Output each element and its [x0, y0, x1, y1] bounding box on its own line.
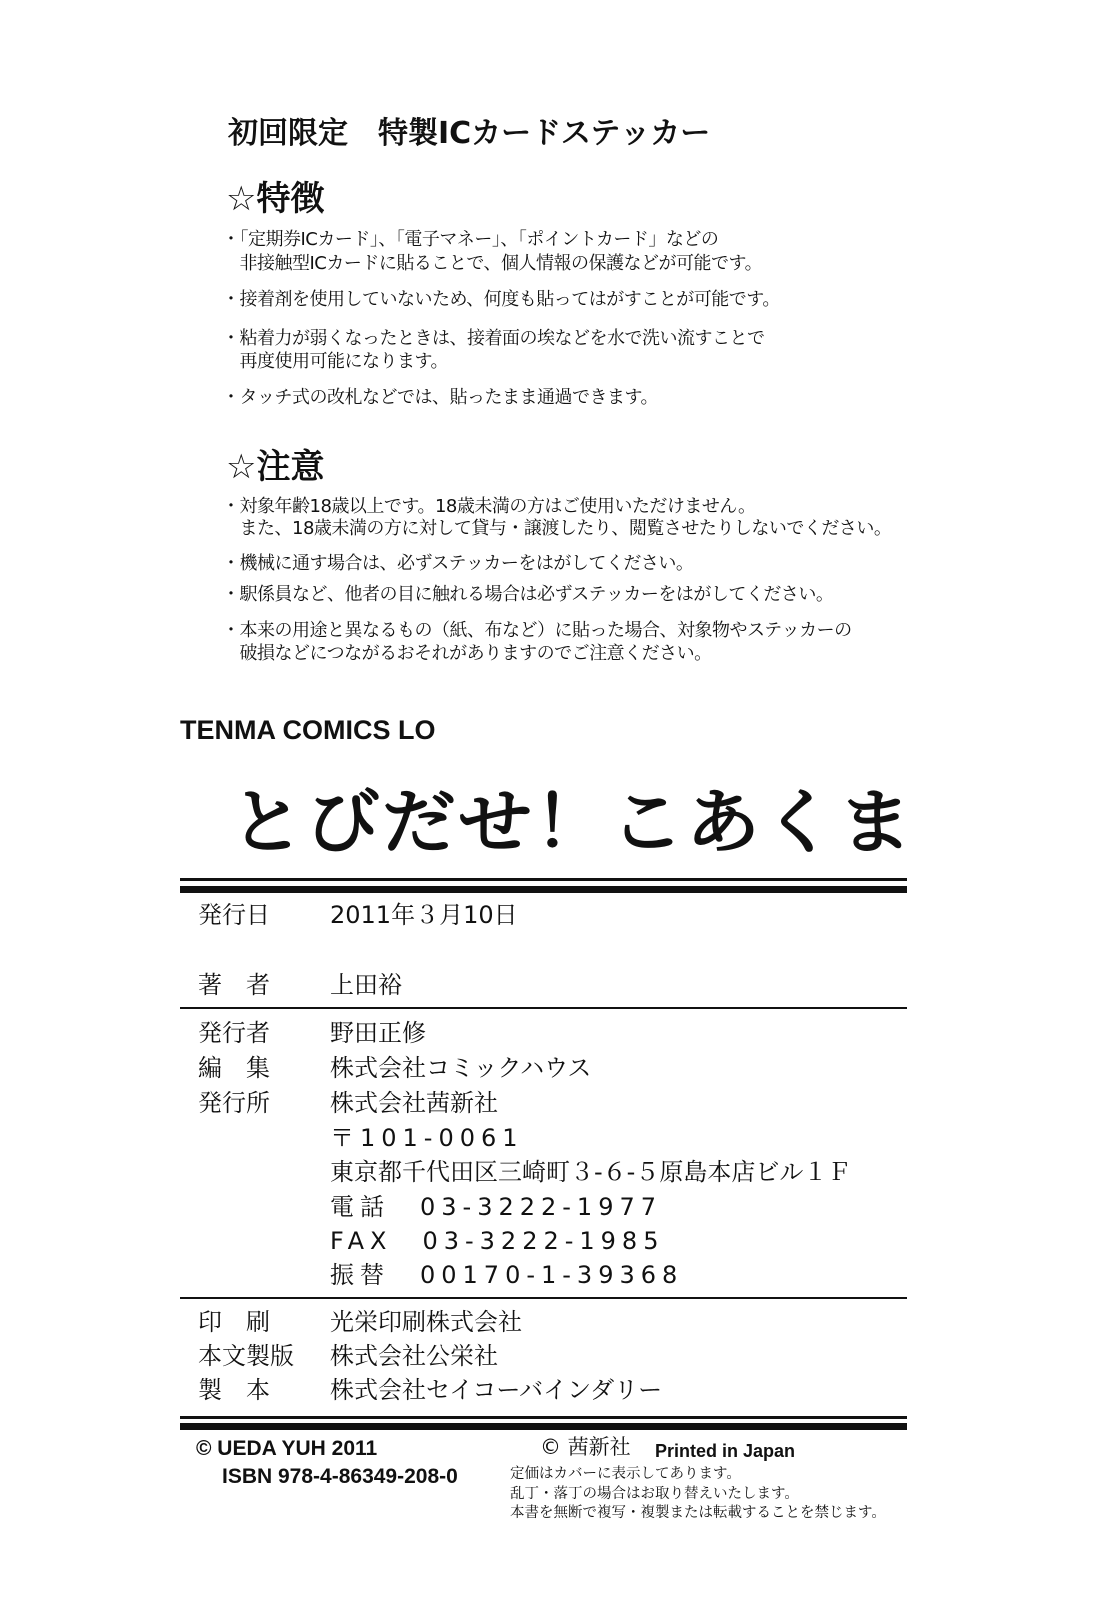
feature-line: 非接触型ICカードに貼ることで、個人情報の保護などが可能です。 — [222, 253, 763, 274]
address: 東京都千代田区三崎町３-６-５原島本店ビル１Ｆ — [330, 1158, 852, 1186]
feature-line: ・粘着力が弱くなったときは、接着面の埃などを水で洗い流すことで — [222, 328, 765, 349]
row-value: 株式会社公栄社 — [330, 1342, 498, 1370]
row-label: 発行所 — [198, 1089, 270, 1117]
row-label: 発行日 — [198, 901, 270, 929]
publisher-copyright: © 茜新社 — [540, 1435, 631, 1459]
row-value: 野田正修 — [330, 1019, 426, 1047]
caution-line: ・機械に通す場合は、必ずステッカーをはがしてください。 — [222, 553, 694, 574]
series-name: TENMA COMICS LO — [180, 715, 436, 745]
divider — [180, 1416, 907, 1419]
row-value: 株式会社セイコーバインダリー — [330, 1376, 663, 1404]
divider — [180, 1423, 907, 1430]
row-label: 本文製版 — [198, 1342, 294, 1370]
row-label: 製 本 — [198, 1376, 270, 1404]
postal-code: 〒101-0061 — [330, 1124, 524, 1152]
divider — [180, 1297, 907, 1299]
divider — [180, 886, 907, 893]
row-value: 光栄印刷株式会社 — [330, 1308, 522, 1336]
feature-line: ・接着剤を使用していないため、何度も貼ってはがすことが可能です。 — [222, 289, 780, 310]
row-value: 2011年３月10日 — [330, 901, 518, 929]
features-heading: ☆特徴 — [226, 179, 325, 219]
caution-line: ・本来の用途と異なるもの（紙、布など）に貼った場合、対象物やステッカーの — [222, 620, 852, 641]
caution-line: ・駅係員など、他者の目に触れる場合は必ずステッカーをはがしてください。 — [222, 584, 834, 605]
row-value: 株式会社茜新社 — [330, 1089, 498, 1117]
feature-line: 再度使用可能になります。 — [222, 351, 449, 372]
note-line: 乱丁・落丁の場合はお取り替えいたします。 — [510, 1486, 799, 1502]
divider — [180, 1007, 907, 1009]
caution-line: また、18歳未満の方に対して貸与・譲渡したり、閲覧させたりしないでください。 — [222, 518, 892, 539]
row-label: 編 集 — [198, 1054, 270, 1082]
note-line: 定価はカバーに表示してあります。 — [510, 1466, 741, 1482]
caution-line: 破損などにつながるおそれがありますのでご注意ください。 — [222, 643, 712, 664]
caution-line: ・対象年齢18歳以上です。18歳未満の方はご使用いただけません。 — [222, 496, 756, 517]
transfer-account: 振替 00170-1-39368 — [330, 1261, 684, 1289]
printed-in-japan: Printed in Japan — [655, 1441, 796, 1461]
cautions-heading: ☆注意 — [226, 447, 325, 487]
phone: 電話 03-3222-1977 — [330, 1193, 663, 1221]
author-copyright: © UEDA YUH 2011 — [196, 1437, 378, 1460]
book-title: とびだせ！こあくま — [230, 782, 914, 864]
row-label: 著 者 — [198, 971, 270, 999]
isbn: ISBN 978-4-86349-208-0 — [222, 1465, 458, 1488]
sticker-heading: 初回限定 特製ICカードステッカー — [228, 116, 711, 151]
row-label: 印 刷 — [198, 1308, 270, 1336]
row-value: 上田裕 — [330, 971, 402, 999]
feature-line: ・「定期券ICカード」、「電子マネー」、「ポイントカード」などの — [222, 229, 719, 250]
fax: FAX 03-3222-1985 — [330, 1227, 665, 1255]
feature-line: ・タッチ式の改札などでは、貼ったまま通過できます。 — [222, 387, 659, 408]
row-value: 株式会社コミックハウス — [330, 1054, 592, 1082]
row-label: 発行者 — [198, 1019, 270, 1047]
divider — [180, 878, 907, 881]
note-line: 本書を無断で複写・複製または転載することを禁じます。 — [510, 1505, 886, 1521]
